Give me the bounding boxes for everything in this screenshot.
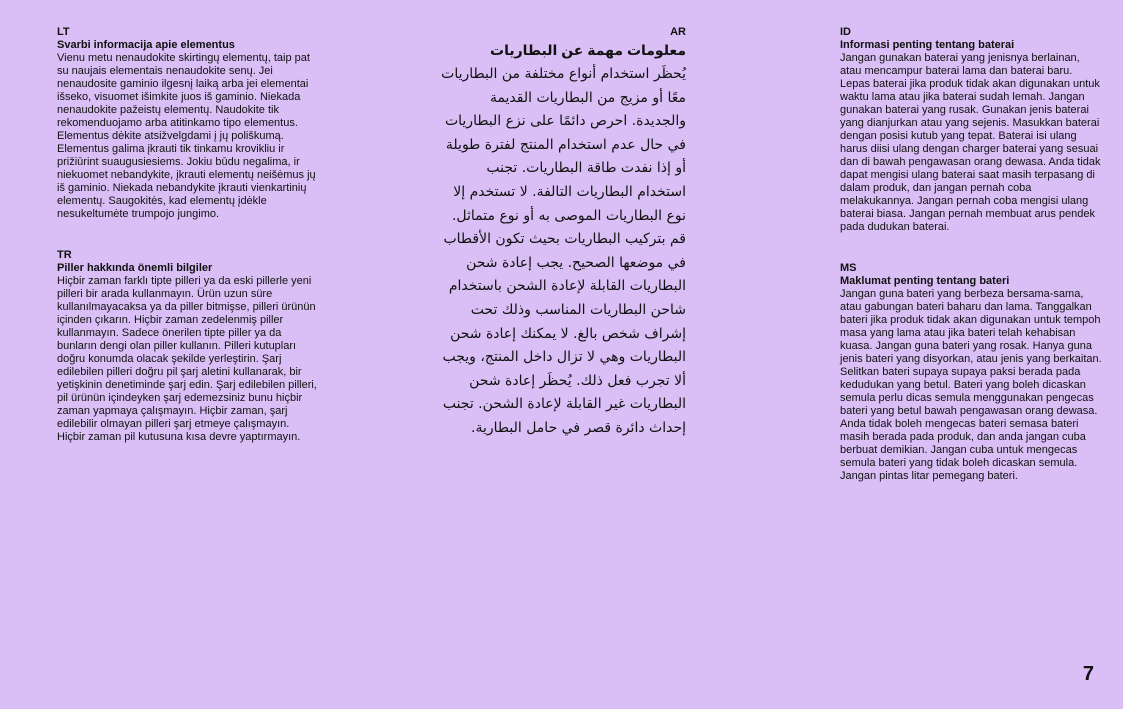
section-ms <box>840 262 1102 483</box>
section-id <box>840 26 1102 234</box>
heading-ar: معلومات مهمة عن البطاريات <box>490 42 686 58</box>
section-ar <box>436 26 686 441</box>
left-column <box>57 26 319 472</box>
heading-id: Informasi penting tentang baterai <box>840 39 1015 51</box>
language-code-tr: TR <box>57 249 72 261</box>
section-tr <box>57 249 319 444</box>
language-code-ar: AR <box>670 26 686 38</box>
right-column <box>840 26 1102 511</box>
language-code-ms: MS <box>840 262 857 274</box>
body-id: Jangan gunakan baterai yang jenisnya berlainan, atau mencampur baterai lama dan baterai baru. Lepas baterai jika produk tidak akan digunakan untuk waktu lama atau jika baterai sudah lemah. Jangan gunakan baterai yang rusak. Gunakan jenis baterai yang dianjurkan atau yang sejenis. Masukkan baterai dengan posisi kutub yang tepat. Baterai isi ulang harus diisi ulang dengan charger baterai yang sesuai dan di bawah pengawasan orang dewasa. Anda tidak dapat mengisi ulang baterai saat masih terpasang di dalam produk, dan jangan pernah coba melakukannya. Jangan pernah coba mengisi ulang baterai biasa. Jangan pernah membuat arus pendek pada dudukan baterai. <box>840 52 1101 233</box>
body-tr: Hiçbir zaman farklı tipte pilleri ya da eski pillerle yeni pilleri bir arada kullanmayın. Ürün uzun süre kullanılmayacaksa ya da piller bitmişse, pilleri ürünün içinden çıkarın. Hiçbir zaman zedelenmiş piller kullanmayın. Sadece önerilen tipte piller ya da bunların dengi olan piller kullanın. Pilleri kutupları doğru konumda olacak şekilde yerleştirin. Şarj edilebilen pilleri doğru pil şarj aletini kullanarak, bir yetişkinin denetiminde şarj edin. Şarj edilebilen pilleri, pil ürünün içindeyken şarj edemezsiniz bunu hiçbir zaman yapmaya çalışmayın. Hiçbir zaman, şarj edilebilir olmayan pilleri şarj etmeye çalışmayın. Hiçbir zaman pil kutusuna kısa devre yaptırmayın. <box>57 275 317 443</box>
heading-lt: Svarbi informacija apie elementus <box>57 39 235 51</box>
body-ms: Jangan guna bateri yang berbeza bersama-sama, atau gabungan bateri baharu dan lama. Tanggalkan bateri jika produk tidak akan digunakan untuk tempoh masa yang lama atau jika bateri telah kehabisan kuasa. Jangan guna bateri yang rosak. Hanya guna jenis bateri yang disyorkan, atau jenis yang berkaitan. Selitkan bateri supaya supaya paksi berada pada kedudukan yang betul. Bateri yang boleh dicaskan semula perlu dicas semula menggunakan pengecas bateri yang betul bawah pengawasan orang dewasa. Anda tidak boleh mengecas bateri semasa bateri masih berada pada produk, dan anda jangan cuba berbuat demikian. Jangan cuba untuk mengecas semula bateri yang tidak boleh dicaskan semula. Jangan pintas litar pemegang bateri. <box>840 288 1102 482</box>
body-ar: يُحظَر استخدام أنواع مختلفة من البطاريات معًا أو مزيج من البطاريات القديمة والجديدة. احرص دائمًا على نزع البطاريات في حال عدم استخدام المنتج لفترة طويلة أو إذا نفدت طاقة البطاريات. تجنب استخدام البطاريات التالفة. لا تستخدم إلا نوع البطاريات الموصى به أو نوع متماثل. قم بتركيب البطاريات بحيث تكون الأقطاب في موضعها الصحيح. يجب إعادة شحن البطاريات القابلة لإعادة الشحن باستخدام شاحن البطاريات المناسب وذلك تحت إشراف شخص بالغ. لا يمكنك إعادة شحن البطاريات وهي لا تزال داخل المنتج، ويجب ألا تجرب فعل ذلك. يُحظَر إعادة شحن البطاريات غير القابلة لإعادة الشحن. تجنب إحداث دائرة قصر في حامل البطارية. <box>441 66 686 436</box>
middle-column <box>436 26 686 469</box>
heading-tr: Piller hakkında önemli bilgiler <box>57 262 213 274</box>
section-lt <box>57 26 319 221</box>
language-code-id: ID <box>840 26 851 38</box>
language-code-lt: LT <box>57 26 70 38</box>
heading-ms: Maklumat penting tentang bateri <box>840 275 1010 287</box>
body-lt: Vienu metu nenaudokite skirtingų elementų, taip pat su naujais elementais nenaudokite senų. Jei nenaudosite gaminio ilgesnį laiką arba jei elementai išseko, visuomet išimkite juos iš gaminio. Niekada nenaudokite pažeistų elementų. Naudokite tik rekomenduojamo arba atitinkamo tipo elementus. Elementus dėkite atsižvelgdami į jų poliškumą. Elementus galima įkrauti tik tinkamu krovikliu ir prižiūrint suaugusiesiems. Jokiu būdu negalima, ir niekuomet nebandykite, įkrauti elementų neišėmus jų iš gaminio. Niekada nebandykite įkrauti vienkartinių elementų. Saugokitės, kad elementų įdėkle nesukeltumėte trumpojo jungimo. <box>57 52 316 220</box>
page-number: 7 <box>1082 663 1094 685</box>
